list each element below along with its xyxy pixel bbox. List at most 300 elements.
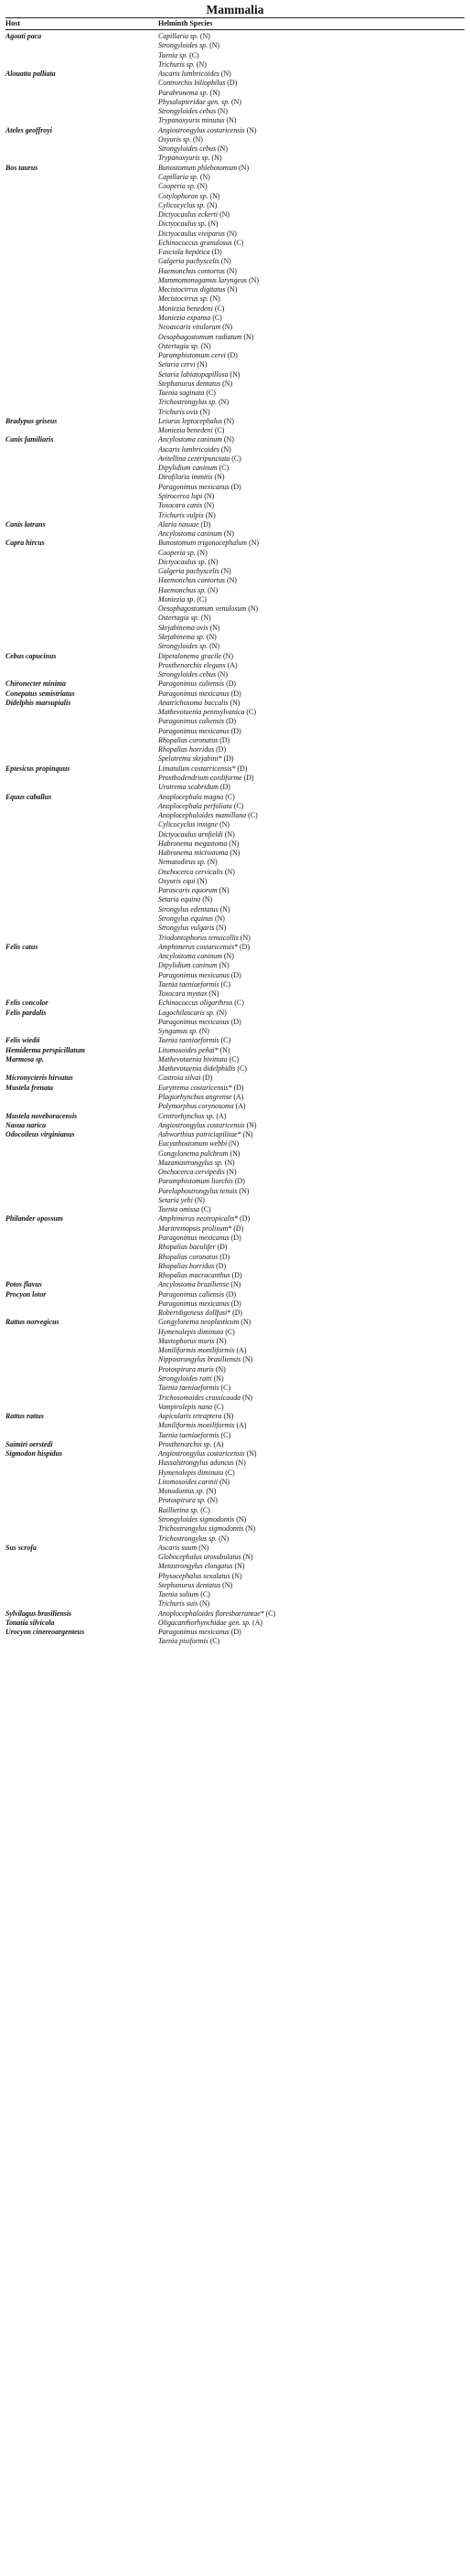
- table-row: [0, 1205, 470, 1214]
- page-title: Mammalia: [206, 3, 264, 16]
- species-group-code: (N): [209, 41, 220, 50]
- host-name: Didelphis marsupialis: [5, 698, 71, 707]
- column-header-host: Host: [5, 19, 20, 27]
- species-name: Litomosoides peñai*: [158, 1045, 219, 1054]
- table-row: [0, 1619, 470, 1628]
- table-row: [0, 210, 470, 219]
- species-name: Prosthodendrium cordiforme: [158, 773, 242, 782]
- helminth-species: [158, 107, 228, 116]
- table-row: [0, 811, 470, 820]
- helminth-species: [158, 192, 219, 201]
- species-name: Paragonimus mexicanus: [158, 1234, 230, 1242]
- helminth-species: [158, 783, 230, 792]
- species-group-code: (N): [196, 59, 207, 69]
- species-group-code: (N): [205, 510, 216, 519]
- species-name: Strongylus edentatus: [158, 904, 219, 914]
- species-group-code: (N): [213, 1374, 224, 1383]
- species-group-code: (N): [204, 492, 215, 501]
- species-name: Parascaris equorum: [158, 886, 218, 895]
- table-row: [0, 868, 470, 877]
- helminth-species: [158, 1168, 237, 1177]
- table-row: [0, 379, 470, 389]
- species-name: Anatrichosoma buccalis: [158, 698, 229, 707]
- table-row: [0, 360, 470, 369]
- helminth-species: [158, 520, 210, 529]
- helminth-species: [158, 511, 216, 520]
- table-row: [0, 69, 470, 79]
- column-header-species: Helminth Species: [158, 19, 213, 27]
- table-row: [0, 192, 470, 201]
- species-name: Mazamastrongylus sp.: [158, 1158, 223, 1167]
- host-name: Philander opossum: [5, 1214, 63, 1224]
- helminth-species: [158, 1009, 227, 1018]
- table-row: [0, 1431, 470, 1440]
- species-group-code: (N): [245, 1524, 256, 1534]
- species-group-code: (N): [230, 369, 240, 379]
- helminth-species: [158, 1496, 218, 1505]
- table-row: [0, 41, 470, 50]
- species-name: Paragonimus mexicanus: [158, 970, 230, 979]
- helminth-species: [158, 830, 235, 839]
- table-row: [0, 1243, 470, 1252]
- species-name: Paragonimus caliensis: [158, 1289, 225, 1299]
- species-name: Trichostrongylus sp.: [158, 398, 218, 407]
- species-group-code: (C): [212, 313, 222, 322]
- species-group-code: (N): [242, 1130, 253, 1139]
- species-name: Urotrema scabridum: [158, 783, 219, 792]
- species-group-code: (C): [233, 238, 244, 247]
- table-row: [0, 116, 470, 125]
- species-name: Taenia pisiformis: [158, 1637, 208, 1646]
- species-group-code: (N): [226, 1168, 237, 1177]
- species-group-code: (C): [189, 50, 199, 59]
- helminth-species: [158, 1234, 241, 1243]
- table-row: [0, 1365, 470, 1374]
- host-name: Chironecter minima: [5, 679, 66, 689]
- helminth-species: [158, 529, 234, 539]
- species-name: Strongylus equinus: [158, 914, 213, 923]
- species-group-code: (N): [224, 829, 235, 839]
- table-row: [0, 1187, 470, 1196]
- species-group-code: (N): [211, 154, 222, 163]
- helminth-species: [158, 182, 208, 191]
- table-row: [0, 1421, 470, 1430]
- helminth-species: [158, 1187, 249, 1196]
- helminth-species: [158, 1121, 257, 1130]
- table-row: [0, 980, 470, 989]
- species-group-code: (D): [230, 970, 241, 979]
- helminth-species: [158, 69, 231, 79]
- table-row: [0, 820, 470, 829]
- helminth-species: [158, 764, 247, 774]
- species-group-code: (N): [215, 1364, 226, 1374]
- helminth-species: [158, 1506, 210, 1515]
- helminth-species: [158, 464, 229, 473]
- helminth-species: [158, 285, 237, 294]
- species-group-code: (C): [209, 1637, 220, 1646]
- helminth-species: [158, 173, 210, 182]
- species-name: Amphimerus costaricensis*: [158, 942, 239, 951]
- species-group-code: (N): [198, 1027, 209, 1036]
- species-group-code: (C): [234, 999, 244, 1008]
- helminth-species: [158, 1628, 241, 1637]
- helminth-species: [158, 1355, 252, 1364]
- helminth-species: [158, 79, 237, 88]
- table-row: [0, 661, 470, 670]
- table-row: [0, 1590, 470, 1599]
- host-name: Tonatia silvicola: [5, 1618, 55, 1627]
- table-row: [0, 924, 470, 933]
- species-name: Mecistocirrus digitatus: [158, 285, 226, 294]
- helminth-species: [158, 314, 222, 323]
- table-row: [0, 1515, 470, 1524]
- species-name: Parelaphostrongylus tenuis: [158, 1186, 238, 1195]
- table-row: [0, 736, 470, 745]
- species-name: Dipylidium caninum: [158, 464, 218, 473]
- helminth-species: [158, 989, 219, 999]
- table-row: [0, 849, 470, 858]
- table-row: [0, 520, 470, 529]
- table-row: [0, 576, 470, 585]
- helminth-species: [158, 294, 220, 304]
- table-row: [0, 89, 470, 98]
- helminth-species: [158, 999, 244, 1008]
- host-name: Canis latrans: [5, 519, 46, 529]
- helminth-species: [158, 1214, 250, 1224]
- species-group-code: (N): [206, 1487, 217, 1496]
- table-row: [0, 1093, 470, 1102]
- helminth-species: [158, 501, 214, 510]
- species-name: Taenia saginata: [158, 389, 205, 398]
- species-group-code: (D): [232, 1309, 243, 1318]
- species-group-code: (N): [218, 670, 228, 679]
- helminth-species: [158, 943, 250, 952]
- table-row: [0, 586, 470, 595]
- helminth-species: [158, 1018, 241, 1027]
- species-name: Vampirolepis nana: [158, 1402, 213, 1411]
- species-name: Gongylonema neoplasticum: [158, 1318, 240, 1327]
- table-row: [0, 1384, 470, 1393]
- species-name: Castroia silvai: [158, 1074, 201, 1083]
- table-row: [0, 294, 470, 304]
- table-row: [0, 1524, 470, 1534]
- host-name: Conepatus semistriatus: [5, 689, 75, 698]
- species-group-code: (D): [219, 783, 230, 792]
- table-row: [0, 1355, 470, 1364]
- species-group-code: (N): [239, 1186, 250, 1195]
- table-row: [0, 1440, 470, 1449]
- species-name: Triodontophorus tenuicollis: [158, 933, 239, 942]
- table-row: [0, 1506, 470, 1515]
- species-group-code: (C): [248, 811, 258, 820]
- species-group-code: (N): [230, 1280, 241, 1289]
- species-group-code: (N): [197, 360, 208, 369]
- species-group-code: (N): [204, 501, 215, 510]
- species-name: Paragonimus mexicanus: [158, 726, 230, 735]
- species-group-code: (D): [230, 1299, 241, 1308]
- table-row: [0, 971, 470, 980]
- host-species-table: [0, 32, 470, 1647]
- species-group-code: (N): [202, 895, 213, 904]
- table-row: [0, 154, 470, 163]
- species-group-code: (N): [226, 576, 237, 585]
- species-group-code: (C): [200, 1590, 210, 1599]
- species-name: Globocephalus urosubulatus: [158, 1553, 241, 1562]
- helminth-species: [158, 1084, 244, 1093]
- table-row: [0, 877, 470, 886]
- host-name: Procyon lotor: [5, 1289, 47, 1299]
- helminth-species: [158, 1224, 243, 1234]
- helminth-species: [158, 323, 232, 332]
- helminth-species: [158, 1365, 226, 1374]
- species-name: Trichuris sp.: [158, 59, 195, 69]
- helminth-species: [158, 1562, 244, 1571]
- species-name: Echinococcus oligarthrus: [158, 999, 233, 1008]
- species-name: Habronema microstoma: [158, 849, 229, 858]
- species-group-code: (N): [208, 585, 219, 594]
- helminth-species: [158, 614, 211, 623]
- helminth-species: [158, 473, 225, 482]
- species-group-code: (N): [199, 1599, 210, 1609]
- species-group-code: (C): [220, 979, 231, 989]
- helminth-species: [158, 1027, 209, 1036]
- species-name: Paragonimus mexicanus: [158, 1628, 230, 1637]
- table-row: [0, 839, 470, 849]
- table-row: [0, 1628, 470, 1637]
- species-group-code: (N): [246, 125, 257, 134]
- species-name: Skrjabinema sp.: [158, 633, 205, 641]
- helminth-species: [158, 1205, 211, 1214]
- species-name: Oesophagostomum venulosum: [158, 604, 247, 614]
- species-name: Paramphistomum liorchis: [158, 1177, 233, 1186]
- species-name: Controrchis biliophilus: [158, 79, 226, 88]
- species-group-code: (C): [214, 426, 225, 435]
- helminth-species: [158, 276, 259, 285]
- species-group-code: (D): [226, 1289, 237, 1299]
- species-name: Paragonimus caliensis: [158, 717, 225, 726]
- table-row: [0, 1534, 470, 1544]
- species-group-code: (D): [216, 745, 227, 754]
- species-group-code: (N): [249, 275, 260, 284]
- species-group-code: (D): [234, 1177, 245, 1186]
- species-name: Dictyocaulus arnfieldi: [158, 829, 223, 839]
- species-name: Strongyloides sigmodontis: [158, 1514, 235, 1523]
- helminth-species: [158, 793, 235, 802]
- species-name: Bunostomum phlebotomum: [158, 163, 238, 172]
- helminth-species: [158, 201, 217, 210]
- species-name: Onchocerca cervipedis: [158, 1168, 225, 1177]
- species-name: Centrorhynchus sp.: [158, 1111, 215, 1120]
- table-row: [0, 1609, 470, 1619]
- host-name: Rattus norvegicus: [5, 1318, 59, 1327]
- species-group-code: (N): [242, 1553, 253, 1562]
- species-name: Mecistocirrus sp.: [158, 294, 208, 304]
- species-group-code: (N): [207, 1496, 218, 1505]
- table-row: [0, 1394, 470, 1403]
- host-name: Bradypus griseus: [5, 416, 58, 425]
- species-name: Angiostrongylus costaricensis: [158, 1120, 245, 1129]
- species-name: Neoascaris vitulorum: [158, 323, 221, 332]
- table-row: [0, 774, 470, 783]
- helminth-species: [158, 1280, 240, 1289]
- species-group-code: (C): [220, 1384, 231, 1393]
- table-row: [0, 323, 470, 332]
- helminth-species: [158, 858, 218, 867]
- species-group-code: (D): [226, 679, 237, 689]
- helminth-species: [158, 1328, 235, 1337]
- species-name: Litomosoides carinii: [158, 1477, 219, 1486]
- helminth-species: [158, 1337, 227, 1346]
- species-name: Capillaria sp.: [158, 32, 198, 40]
- helminth-species: [158, 895, 212, 904]
- table-row: [0, 305, 470, 314]
- helminth-species: [158, 239, 243, 248]
- species-group-code: (N): [218, 144, 228, 154]
- species-name: Rhopalias macracanthus: [158, 1271, 230, 1280]
- species-name: Paragonimus mexicanus: [158, 1299, 230, 1308]
- species-group-code: (D): [219, 735, 230, 744]
- helminth-species: [158, 1055, 239, 1064]
- helminth-species: [158, 1515, 246, 1524]
- table-row: [0, 1139, 470, 1149]
- table-row: [0, 1328, 470, 1337]
- helminth-species: [158, 708, 256, 717]
- table-row: [0, 1018, 470, 1027]
- species-group-code: (D): [202, 1074, 213, 1083]
- species-group-code: (N): [216, 924, 227, 933]
- table-row: [0, 943, 470, 952]
- species-name: Ascaris suum: [158, 1543, 198, 1552]
- species-name: Ostertagia sp.: [158, 614, 199, 623]
- table-row: [0, 783, 470, 792]
- table-row: [0, 754, 470, 764]
- helminth-species: [158, 567, 231, 576]
- helminth-species: [158, 1346, 246, 1355]
- species-name: Oligacanthorhynchidae gen. sp.: [158, 1618, 251, 1627]
- table-row: [0, 1553, 470, 1562]
- species-group-code: (N): [220, 567, 231, 576]
- helminth-species: [158, 1394, 252, 1403]
- species-group-code: (C): [197, 594, 207, 604]
- table-row: [0, 239, 470, 248]
- species-group-code: (C): [233, 801, 244, 810]
- species-name: Paragonimus caliensis: [158, 679, 225, 689]
- species-name: Trichuris vulpis: [158, 510, 204, 519]
- table-row: [0, 454, 470, 464]
- species-group-code: (N): [246, 1449, 257, 1459]
- species-name: Strongyloides ratti: [158, 1374, 212, 1383]
- helminth-species: [158, 905, 230, 914]
- species-name: Avitellina centripunctata: [158, 454, 230, 463]
- species-name: Trichostrongylus sp.: [158, 1534, 218, 1543]
- species-name: Ancylostoma braziliense: [158, 1280, 230, 1289]
- table-row: [0, 1262, 470, 1271]
- host-name: Sigmodon hispidus: [5, 1449, 63, 1459]
- helminth-species: [158, 802, 243, 811]
- species-name: Dipetalonema gracile: [158, 651, 222, 660]
- species-name: Hassalstrongylus aduncus: [158, 1459, 234, 1468]
- host-name: Nasua narica: [5, 1120, 47, 1129]
- species-group-code: (N): [235, 1459, 246, 1468]
- species-name: Taenia taeniaeformis: [158, 979, 219, 989]
- species-name: Lagochilascaris sp.: [158, 1008, 215, 1017]
- host-name: Saimiri oerstedi: [5, 1439, 53, 1448]
- helminth-species: [158, 1534, 229, 1544]
- table-row: [0, 1102, 470, 1111]
- helminth-species: [158, 652, 233, 661]
- species-group-code: (N): [243, 332, 254, 341]
- table-row: [0, 989, 470, 999]
- helminth-species: [158, 971, 241, 980]
- helminth-species: [158, 1581, 232, 1590]
- helminth-species: [158, 1271, 242, 1280]
- host-name: Urocyon cinereoargenteus: [5, 1628, 85, 1637]
- helminth-species: [158, 398, 229, 407]
- table-row: [0, 1168, 470, 1177]
- helminth-species: [158, 745, 226, 754]
- helminth-species: [158, 717, 236, 726]
- helminth-species: [158, 219, 219, 229]
- species-name: Ancylostoma caninum: [158, 952, 222, 961]
- table-row: [0, 1046, 470, 1055]
- species-name: Protospirura muris: [158, 1364, 214, 1374]
- table-row: [0, 248, 470, 257]
- host-name: Agouti paca: [5, 32, 42, 40]
- helminth-species: [158, 379, 232, 389]
- species-group-code: (N): [224, 867, 235, 876]
- table-row: [0, 1149, 470, 1159]
- host-name: Felis pardalis: [5, 1008, 47, 1017]
- species-group-code: (C): [231, 454, 241, 463]
- species-group-code: (C): [220, 1430, 231, 1439]
- species-group-code: (N): [246, 1120, 257, 1129]
- species-group-code: (A): [236, 1421, 247, 1430]
- species-group-code: (N): [219, 886, 230, 895]
- table-row: [0, 1196, 470, 1205]
- helminth-species: [158, 736, 230, 745]
- host-name: Cebus capucinus: [5, 651, 57, 660]
- table-row: [0, 1271, 470, 1280]
- species-name: Oxyuris sp.: [158, 134, 191, 144]
- species-group-code: (N): [230, 849, 240, 858]
- species-name: Prosthenorchis elegans: [158, 660, 226, 669]
- helminth-species: [158, 934, 251, 943]
- table-row: [0, 1177, 470, 1186]
- species-group-code: (N): [219, 398, 230, 407]
- species-group-code: (C): [214, 304, 225, 313]
- species-group-code: (D): [230, 1017, 241, 1026]
- species-group-code: (D): [233, 1083, 244, 1092]
- host-name: Canis familiaris: [5, 435, 54, 444]
- species-name: Leiurus leptocephalus: [158, 416, 222, 425]
- host-name: Marmosa sp.: [5, 1054, 45, 1064]
- helminth-species: [158, 1196, 205, 1205]
- species-group-code: (N): [223, 1412, 234, 1421]
- helminth-species: [158, 1572, 242, 1581]
- species-group-code: (N): [226, 116, 237, 125]
- species-group-code: (N): [234, 1562, 245, 1571]
- species-group-code: (N): [207, 200, 218, 209]
- species-name: Strongyloides cebus: [158, 107, 217, 116]
- species-name: Ancylostoma caninum: [158, 435, 222, 444]
- table-row: [0, 501, 470, 510]
- species-group-code: (N): [223, 529, 234, 539]
- species-name: Ascaris lumbricoides: [158, 444, 219, 454]
- helminth-species: [158, 1469, 235, 1478]
- species-group-code: (N): [230, 1149, 240, 1158]
- species-group-code: (D): [240, 1214, 251, 1224]
- species-name: Moniezia benedeni: [158, 426, 213, 435]
